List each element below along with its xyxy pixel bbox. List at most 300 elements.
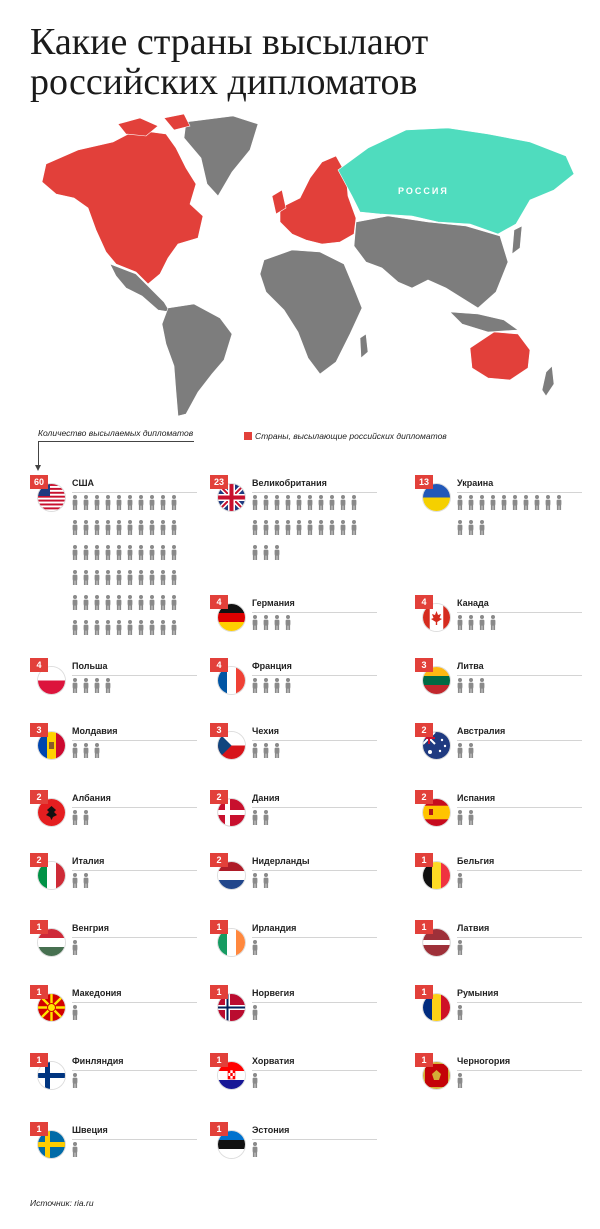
country-card <box>210 790 385 850</box>
person-icon <box>72 1073 78 1088</box>
person-icon <box>274 495 280 510</box>
count-badge: 2 <box>415 790 433 804</box>
person-icon <box>274 615 280 630</box>
person-icon <box>468 810 474 825</box>
person-icon <box>351 520 357 535</box>
person-icon <box>138 495 144 510</box>
count-badge: 1 <box>30 920 48 934</box>
diplomat-icons <box>252 743 364 768</box>
person-icon <box>105 595 111 610</box>
person-icon <box>468 743 474 758</box>
country-underline <box>72 492 197 493</box>
page-title: Какие страны высылают российских дипломатов <box>30 21 429 103</box>
person-icon <box>457 678 463 693</box>
country-underline <box>252 1070 377 1071</box>
country-name: Франция <box>252 661 292 671</box>
country-card <box>415 853 590 913</box>
person-icon <box>83 620 89 635</box>
person-icon <box>479 678 485 693</box>
country-underline <box>72 807 197 808</box>
country-card <box>210 723 385 783</box>
person-icon <box>171 545 177 560</box>
count-badge: 2 <box>30 790 48 804</box>
diplomat-icons <box>457 940 569 965</box>
country-underline <box>72 1070 197 1071</box>
diplomat-icons <box>72 743 184 768</box>
person-icon <box>457 520 463 535</box>
diplomat-icons <box>252 495 364 570</box>
count-badge: 1 <box>210 1122 228 1136</box>
country-card <box>210 1122 385 1182</box>
person-icon <box>274 743 280 758</box>
country-underline <box>72 1139 197 1140</box>
country-underline <box>252 1139 377 1140</box>
count-badge: 2 <box>210 853 228 867</box>
country-card <box>210 853 385 913</box>
country-card <box>415 658 590 718</box>
count-badge: 3 <box>415 658 433 672</box>
count-badge: 2 <box>415 723 433 737</box>
person-icon <box>94 570 100 585</box>
country-underline <box>72 937 197 938</box>
country-card <box>30 790 205 850</box>
madagascar-shape <box>360 334 368 358</box>
diplomat-icons <box>72 495 184 645</box>
person-icon <box>171 570 177 585</box>
person-icon <box>138 595 144 610</box>
diplomat-icons <box>457 810 569 835</box>
country-card <box>210 475 385 535</box>
person-icon <box>545 495 551 510</box>
person-icon <box>252 1005 258 1020</box>
person-icon <box>149 545 155 560</box>
count-badge: 2 <box>30 853 48 867</box>
person-icon <box>138 620 144 635</box>
person-icon <box>468 495 474 510</box>
count-badge: 4 <box>415 595 433 609</box>
person-icon <box>72 1142 78 1157</box>
person-icon <box>127 520 133 535</box>
count-badge: 3 <box>210 723 228 737</box>
country-card <box>210 658 385 718</box>
country-underline <box>72 1002 197 1003</box>
person-icon <box>252 520 258 535</box>
person-icon <box>479 495 485 510</box>
person-icon <box>83 520 89 535</box>
person-icon <box>457 1005 463 1020</box>
person-icon <box>72 1005 78 1020</box>
person-icon <box>263 810 269 825</box>
person-icon <box>149 595 155 610</box>
north-america-shape <box>42 130 203 284</box>
person-icon <box>105 520 111 535</box>
diplomat-icons <box>252 615 364 640</box>
person-icon <box>468 520 474 535</box>
person-icon <box>149 495 155 510</box>
country-card <box>210 920 385 980</box>
person-icon <box>72 520 78 535</box>
person-icon <box>138 545 144 560</box>
person-icon <box>116 595 122 610</box>
person-icon <box>127 620 133 635</box>
diplomat-icons <box>457 615 569 640</box>
country-card <box>30 658 205 718</box>
person-icon <box>72 678 78 693</box>
person-icon <box>83 570 89 585</box>
country-underline <box>252 492 377 493</box>
person-icon <box>105 495 111 510</box>
person-icon <box>285 615 291 630</box>
person-icon <box>94 743 100 758</box>
country-underline <box>252 937 377 938</box>
person-icon <box>116 495 122 510</box>
country-name: Нидерланды <box>252 856 310 866</box>
diplomat-icons <box>252 873 364 898</box>
country-underline <box>457 870 582 871</box>
legend-quantity-label: Количество высылаемых дипломатов <box>38 428 194 438</box>
country-underline <box>252 612 377 613</box>
country-card <box>30 1053 205 1113</box>
person-icon <box>252 810 258 825</box>
person-icon <box>94 495 100 510</box>
person-icon <box>160 620 166 635</box>
country-name: Венгрия <box>72 923 109 933</box>
legend-arrow-icon <box>35 465 41 471</box>
person-icon <box>252 495 258 510</box>
person-icon <box>457 615 463 630</box>
count-badge: 1 <box>30 1122 48 1136</box>
person-icon <box>263 495 269 510</box>
person-icon <box>556 495 562 510</box>
person-icon <box>94 620 100 635</box>
person-icon <box>263 678 269 693</box>
person-icon <box>171 520 177 535</box>
person-icon <box>252 678 258 693</box>
count-badge: 1 <box>415 853 433 867</box>
country-name: Дания <box>252 793 280 803</box>
country-card <box>415 790 590 850</box>
country-underline <box>252 675 377 676</box>
person-icon <box>149 620 155 635</box>
person-icon <box>160 570 166 585</box>
country-name: Великобритания <box>252 478 327 488</box>
country-card <box>30 985 205 1045</box>
person-icon <box>149 570 155 585</box>
person-icon <box>116 620 122 635</box>
diplomat-icons <box>72 940 184 965</box>
country-card <box>30 920 205 980</box>
country-name: Латвия <box>457 923 490 933</box>
country-card <box>210 1053 385 1113</box>
person-icon <box>252 1142 258 1157</box>
count-badge: 1 <box>415 920 433 934</box>
country-underline <box>457 807 582 808</box>
country-underline <box>457 612 582 613</box>
count-badge: 1 <box>30 985 48 999</box>
country-name: Польша <box>72 661 108 671</box>
person-icon <box>468 678 474 693</box>
person-icon <box>285 520 291 535</box>
world-map <box>18 112 584 422</box>
diplomat-icons <box>252 678 364 703</box>
person-icon <box>307 495 313 510</box>
person-icon <box>263 743 269 758</box>
person-icon <box>72 495 78 510</box>
diplomat-icons <box>252 940 364 965</box>
japan-shape <box>512 226 522 254</box>
africa-shape <box>260 250 362 374</box>
person-icon <box>83 873 89 888</box>
person-icon <box>94 520 100 535</box>
country-name: Македония <box>72 988 122 998</box>
country-name: Украина <box>457 478 494 488</box>
diplomat-icons <box>72 678 184 703</box>
country-card <box>30 1122 205 1182</box>
person-icon <box>318 520 324 535</box>
person-icon <box>274 545 280 560</box>
country-card <box>30 723 205 783</box>
country-underline <box>72 740 197 741</box>
person-icon <box>105 620 111 635</box>
count-badge: 1 <box>415 1053 433 1067</box>
person-icon <box>94 545 100 560</box>
diplomat-icons <box>72 810 184 835</box>
diplomat-icons <box>457 1073 569 1098</box>
person-icon <box>457 940 463 955</box>
person-icon <box>252 743 258 758</box>
country-underline <box>252 870 377 871</box>
person-icon <box>490 615 496 630</box>
person-icon <box>116 570 122 585</box>
country-card <box>415 920 590 980</box>
person-icon <box>263 873 269 888</box>
count-badge: 1 <box>210 985 228 999</box>
country-name: Австралия <box>457 726 506 736</box>
person-icon <box>160 520 166 535</box>
count-badge: 23 <box>210 475 228 489</box>
asia-shape <box>354 216 508 308</box>
country-underline <box>457 492 582 493</box>
person-icon <box>285 495 291 510</box>
diplomat-icons <box>252 810 364 835</box>
person-icon <box>105 545 111 560</box>
country-name: Италия <box>72 856 105 866</box>
person-icon <box>263 615 269 630</box>
count-badge: 3 <box>30 723 48 737</box>
person-icon <box>72 570 78 585</box>
count-badge: 1 <box>210 920 228 934</box>
diplomat-icons <box>457 1005 569 1030</box>
country-name: Финляндия <box>72 1056 124 1066</box>
country-card <box>415 723 590 783</box>
count-badge: 1 <box>415 985 433 999</box>
country-underline <box>457 1070 582 1071</box>
country-name: Молдавия <box>72 726 118 736</box>
count-badge: 13 <box>415 475 433 489</box>
person-icon <box>252 545 258 560</box>
country-name: Ирландия <box>252 923 297 933</box>
diplomat-icons <box>457 873 569 898</box>
diplomat-icons <box>252 1142 364 1167</box>
country-name: Чехия <box>252 726 279 736</box>
country-underline <box>457 675 582 676</box>
count-badge: 4 <box>210 658 228 672</box>
person-icon <box>457 743 463 758</box>
person-icon <box>457 495 463 510</box>
country-name: Хорватия <box>252 1056 295 1066</box>
person-icon <box>72 545 78 560</box>
country-name: США <box>72 478 95 488</box>
person-icon <box>72 940 78 955</box>
person-icon <box>263 520 269 535</box>
person-icon <box>83 495 89 510</box>
person-icon <box>127 545 133 560</box>
count-badge: 1 <box>30 1053 48 1067</box>
country-name: Черногория <box>457 1056 511 1066</box>
person-icon <box>149 520 155 535</box>
country-card <box>415 595 590 655</box>
person-icon <box>72 743 78 758</box>
country-underline <box>72 675 197 676</box>
russia-shape <box>338 128 574 234</box>
person-icon <box>72 873 78 888</box>
country-name: Румыния <box>457 988 499 998</box>
diplomat-icons <box>457 743 569 768</box>
person-icon <box>512 495 518 510</box>
legend-underline <box>38 441 194 442</box>
country-card <box>415 475 590 535</box>
person-icon <box>127 495 133 510</box>
person-icon <box>160 545 166 560</box>
person-icon <box>340 495 346 510</box>
person-icon <box>318 495 324 510</box>
diplomat-icons <box>457 495 569 545</box>
country-name: Эстония <box>252 1125 290 1135</box>
person-icon <box>94 678 100 693</box>
person-icon <box>501 495 507 510</box>
person-icon <box>263 545 269 560</box>
person-icon <box>479 615 485 630</box>
legend-pointer-line <box>38 441 39 467</box>
country-underline <box>457 1002 582 1003</box>
count-badge: 60 <box>30 475 48 489</box>
person-icon <box>307 520 313 535</box>
country-name: Германия <box>252 598 295 608</box>
country-underline <box>252 740 377 741</box>
person-icon <box>285 678 291 693</box>
person-icon <box>105 678 111 693</box>
person-icon <box>274 520 280 535</box>
person-icon <box>523 495 529 510</box>
person-icon <box>116 545 122 560</box>
person-icon <box>340 520 346 535</box>
legend-expelling-label: Страны, высылающие российских дипломатов <box>255 431 447 441</box>
count-badge: 1 <box>210 1053 228 1067</box>
person-icon <box>457 873 463 888</box>
count-badge: 4 <box>210 595 228 609</box>
person-icon <box>105 570 111 585</box>
country-card <box>210 985 385 1045</box>
person-icon <box>468 615 474 630</box>
person-icon <box>160 595 166 610</box>
person-icon <box>252 940 258 955</box>
country-name: Албания <box>72 793 111 803</box>
person-icon <box>457 810 463 825</box>
person-icon <box>479 520 485 535</box>
person-icon <box>457 1073 463 1088</box>
person-icon <box>127 595 133 610</box>
source-note: Источник: ria.ru <box>30 1198 94 1208</box>
diplomat-icons <box>72 1005 184 1030</box>
person-icon <box>534 495 540 510</box>
country-name: Бельгия <box>457 856 495 866</box>
new-zealand-shape <box>542 366 554 396</box>
country-card <box>30 853 205 913</box>
person-icon <box>351 495 357 510</box>
person-icon <box>171 495 177 510</box>
person-icon <box>274 678 280 693</box>
person-icon <box>72 595 78 610</box>
diplomat-icons <box>457 678 569 703</box>
country-name: Канада <box>457 598 489 608</box>
person-icon <box>138 520 144 535</box>
country-card <box>210 595 385 655</box>
country-card <box>30 475 205 535</box>
country-underline <box>252 807 377 808</box>
australia-shape <box>470 332 530 380</box>
country-underline <box>252 1002 377 1003</box>
person-icon <box>72 620 78 635</box>
country-card <box>415 985 590 1045</box>
diplomat-icons <box>72 1142 184 1167</box>
legend-swatch <box>244 432 252 440</box>
person-icon <box>329 520 335 535</box>
diplomat-icons <box>252 1005 364 1030</box>
country-name: Испания <box>457 793 496 803</box>
country-name: Швеция <box>72 1125 108 1135</box>
person-icon <box>94 595 100 610</box>
person-icon <box>83 743 89 758</box>
russia-label: РОССИЯ <box>398 186 449 196</box>
country-card <box>415 1053 590 1113</box>
person-icon <box>296 520 302 535</box>
person-icon <box>252 615 258 630</box>
person-icon <box>296 495 302 510</box>
person-icon <box>83 545 89 560</box>
south-america-shape <box>162 304 232 416</box>
person-icon <box>83 678 89 693</box>
country-underline <box>72 870 197 871</box>
person-icon <box>83 810 89 825</box>
diplomat-icons <box>72 873 184 898</box>
person-icon <box>83 595 89 610</box>
person-icon <box>329 495 335 510</box>
country-underline <box>457 740 582 741</box>
country-underline <box>457 937 582 938</box>
person-icon <box>160 495 166 510</box>
count-badge: 2 <box>210 790 228 804</box>
diplomat-icons <box>252 1073 364 1098</box>
person-icon <box>138 570 144 585</box>
person-icon <box>72 810 78 825</box>
count-badge: 4 <box>30 658 48 672</box>
person-icon <box>171 595 177 610</box>
person-icon <box>490 495 496 510</box>
person-icon <box>252 873 258 888</box>
indonesia-shape <box>450 312 518 332</box>
country-name: Норвегия <box>252 988 295 998</box>
diplomat-icons <box>72 1073 184 1098</box>
